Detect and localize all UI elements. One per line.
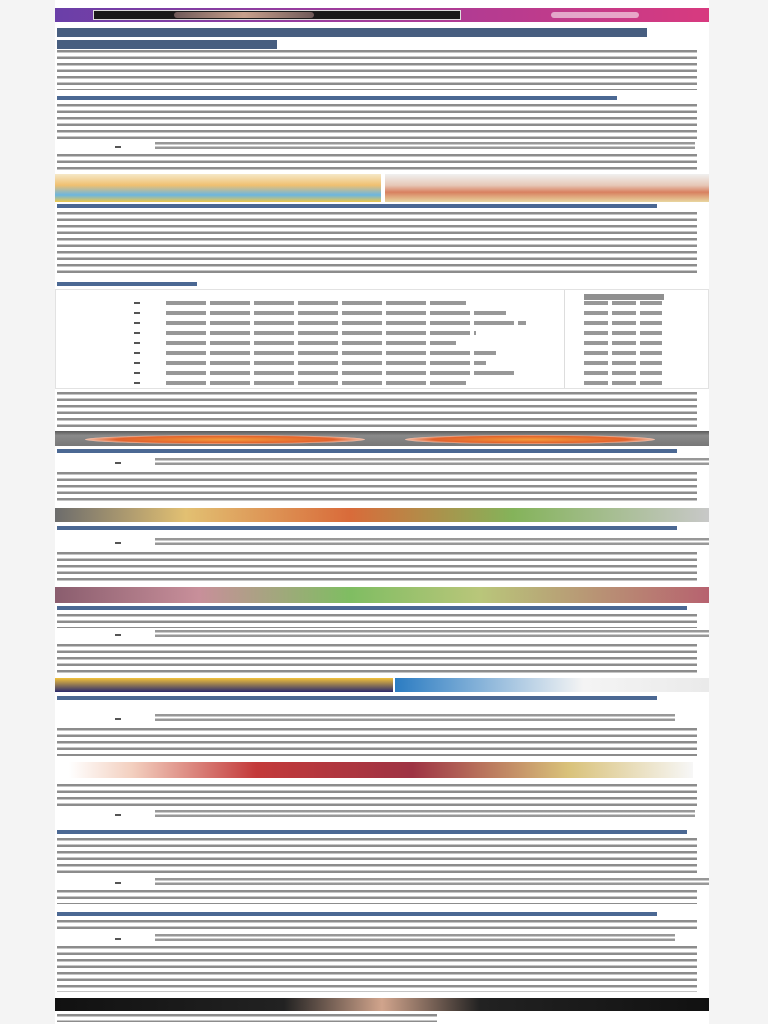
list-item	[155, 458, 709, 467]
table-row-text	[166, 311, 506, 315]
table-row-value	[584, 361, 662, 365]
table-row-value	[584, 371, 662, 375]
food-photo	[55, 678, 709, 692]
table-row-value	[584, 351, 662, 355]
table-row-value	[584, 301, 662, 305]
list-item	[155, 714, 675, 723]
list-bullet	[115, 718, 121, 720]
paragraph	[57, 644, 697, 674]
list-item	[155, 630, 709, 639]
table-row-value	[584, 381, 662, 385]
list-item	[155, 810, 695, 819]
food-photo	[55, 508, 709, 522]
table-row-bullet	[134, 342, 140, 344]
table-column-header	[584, 294, 664, 300]
table-row-bullet	[134, 352, 140, 354]
list-bullet	[115, 542, 121, 544]
data-table	[55, 289, 709, 389]
paragraph	[57, 728, 697, 756]
article-title-line	[57, 28, 647, 37]
paragraph	[57, 614, 697, 628]
table-row-value	[584, 331, 662, 335]
list-bullet	[115, 814, 121, 816]
list-bullet	[115, 146, 121, 148]
food-photo	[55, 174, 709, 202]
table-row-value	[584, 311, 662, 315]
table-row-bullet	[134, 302, 140, 304]
photo-right	[385, 174, 709, 202]
paragraph	[57, 552, 697, 582]
list-bullet	[115, 462, 121, 464]
list-bullet	[115, 634, 121, 636]
table-row-text	[166, 331, 476, 335]
paragraph	[57, 838, 697, 874]
section-heading	[57, 830, 687, 834]
table-row-text	[166, 361, 486, 365]
ad-banner-image[interactable]	[93, 10, 461, 20]
article-title-line	[57, 40, 277, 49]
table-row-value	[584, 341, 662, 345]
food-photo	[55, 587, 709, 603]
food-photo	[55, 431, 709, 446]
ad-banner-cta[interactable]	[551, 12, 639, 18]
food-photo	[55, 998, 709, 1011]
intro-paragraph	[57, 50, 697, 90]
paragraph	[57, 946, 697, 992]
paragraph	[57, 154, 697, 170]
list-item	[155, 878, 709, 887]
paragraph	[57, 784, 697, 808]
article-page	[55, 0, 709, 1024]
paragraph	[57, 392, 697, 428]
paragraph	[57, 890, 697, 904]
list-item	[155, 538, 709, 547]
table-row-bullet	[134, 312, 140, 314]
section-heading	[57, 526, 677, 530]
list-bullet	[115, 938, 121, 940]
paragraph	[57, 920, 697, 930]
paragraph	[57, 472, 697, 504]
paragraph	[57, 212, 697, 276]
food-photo	[69, 762, 693, 778]
table-row-bullet	[134, 332, 140, 334]
table-row-text	[166, 371, 516, 375]
section-heading	[57, 696, 657, 700]
section-heading	[57, 912, 657, 916]
plate-left	[85, 435, 365, 444]
section-heading	[57, 606, 687, 610]
ad-banner[interactable]	[55, 8, 709, 22]
paragraph	[57, 104, 697, 140]
table-heading	[57, 282, 197, 286]
section-heading	[57, 96, 617, 100]
table-row-text	[166, 341, 456, 345]
photo-right	[395, 678, 709, 692]
photo-left	[55, 678, 393, 692]
table-row-bullet	[134, 372, 140, 374]
table-row-text	[166, 321, 526, 325]
section-heading	[57, 449, 677, 453]
list-item	[155, 934, 675, 943]
table-row-text	[166, 381, 466, 385]
table-row-value	[584, 321, 662, 325]
list-bullet	[115, 882, 121, 884]
table-row-bullet	[134, 382, 140, 384]
plate-right	[405, 435, 655, 444]
paragraph	[57, 1014, 437, 1022]
table-row-bullet	[134, 322, 140, 324]
table-row-text	[166, 301, 466, 305]
section-heading	[57, 204, 657, 208]
table-row-text	[166, 351, 496, 355]
photo-left	[55, 174, 381, 202]
table-divider	[564, 290, 565, 388]
list-item	[155, 142, 695, 151]
table-row-bullet	[134, 362, 140, 364]
